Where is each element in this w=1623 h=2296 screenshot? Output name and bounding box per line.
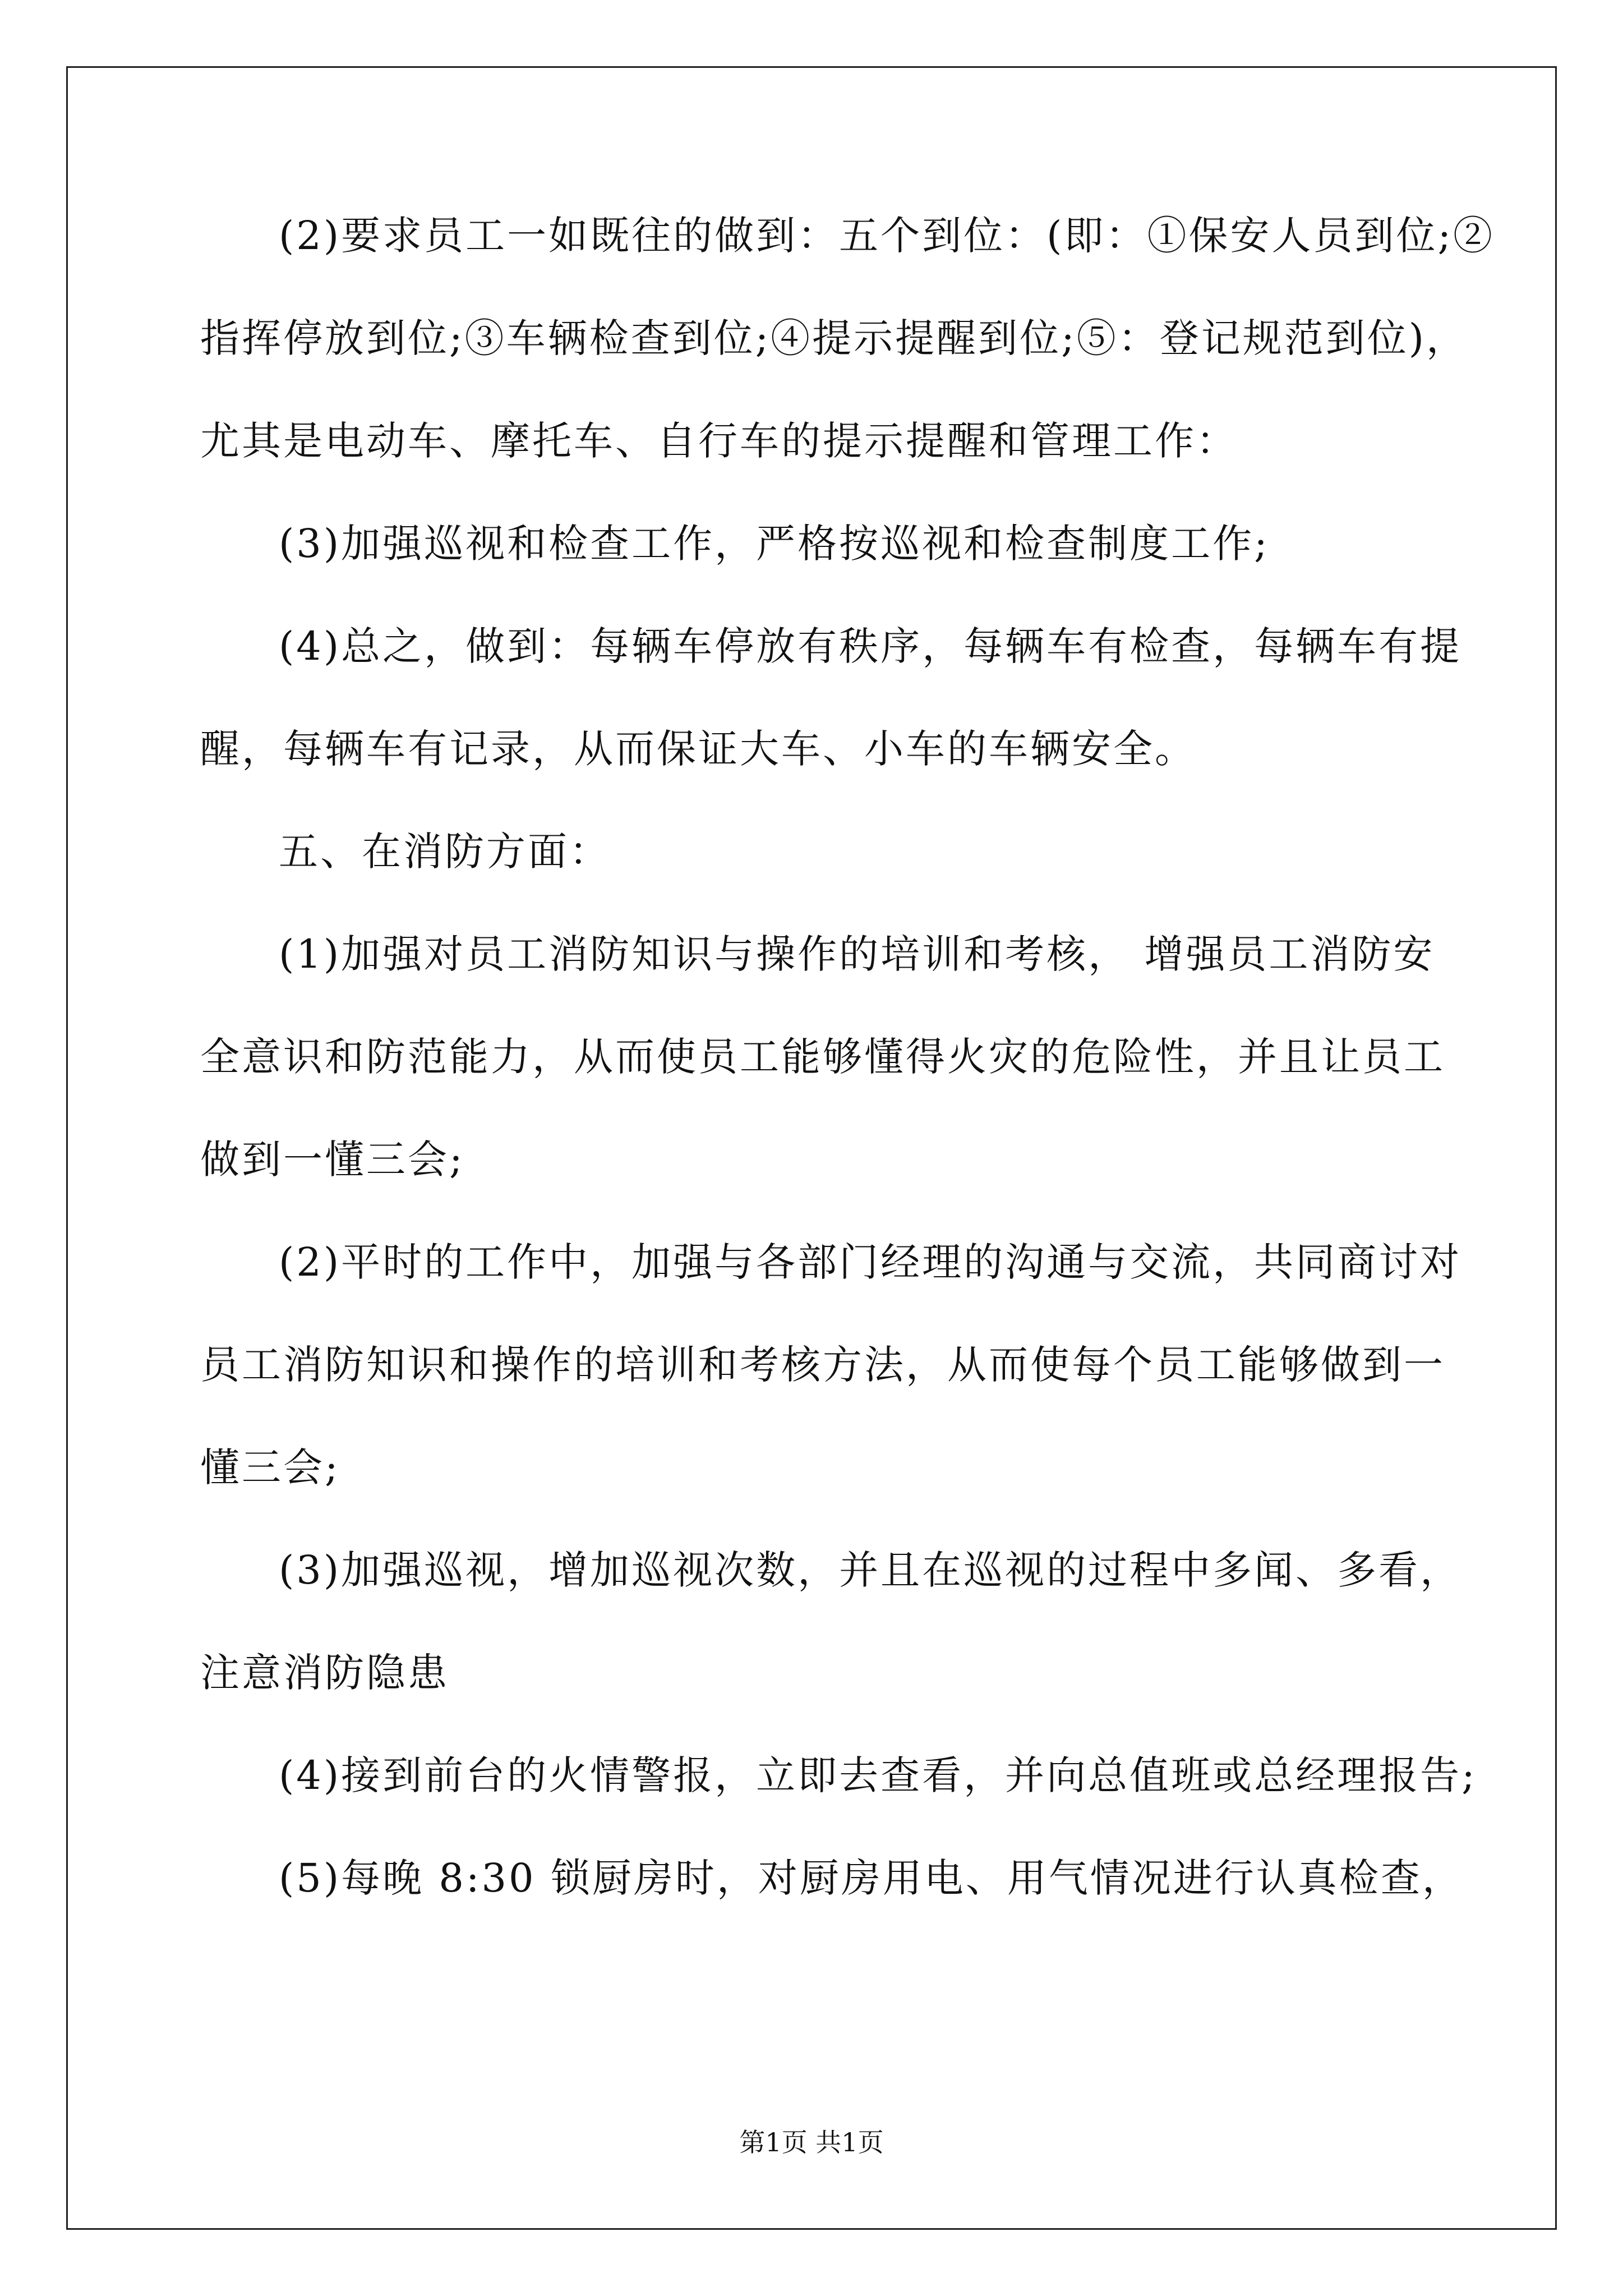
paragraph-line: (4)接到前台的火情警报，立即去查看，并向总值班或总经理报告;: [279, 1752, 1477, 1798]
paragraph-line: 注意消防隐患: [200, 1650, 449, 1696]
paragraph-line: 做到一懂三会;: [200, 1137, 465, 1182]
paragraph-line: (2)平时的工作中，加强与各部门经理的沟通与交流，共同商讨对: [279, 1239, 1462, 1285]
paragraph-line: (2)要求员工一如既往的做到：五个到位：(即：①保安人员到位;②: [279, 213, 1495, 259]
paragraph-line: (5)每晚 8:30 锁厨房时，对厨房用电、用气情况进行认真检查，: [279, 1855, 1464, 1901]
page-number-footer: 第1页 共1页: [739, 2127, 884, 2157]
paragraph-line: (4)总之，做到：每辆车停放有秩序，每辆车有检查，每辆车有提: [279, 623, 1462, 669]
paragraph-line: 尤其是电动车、摩托车、自行车的提示提醒和管理工作：: [200, 418, 1238, 464]
paragraph-line: 懂三会;: [200, 1444, 340, 1490]
paragraph-line: (1)加强对员工消防知识与操作的培训和考核， 增强员工消防安: [279, 931, 1435, 977]
paragraph-line: 全意识和防范能力，从而使员工能够懂得火灾的危险性，并且让员工: [200, 1034, 1445, 1080]
paragraph-line: 员工消防知识和操作的培训和考核方法，从而使每个员工能够做到一: [200, 1342, 1445, 1388]
paragraph-line: (3)加强巡视，增加巡视次数，并且在巡视的过程中多闻、多看，: [279, 1547, 1462, 1593]
paragraph-line: 醒，每辆车有记录，从而保证大车、小车的车辆安全。: [200, 726, 1196, 772]
paragraph-line: 指挥停放到位;③车辆检查到位;④提示提醒到位;⑤：登记规范到位)，: [200, 315, 1468, 361]
section-heading: 五、在消防方面：: [279, 829, 611, 875]
paragraph-line: (3)加强巡视和检查工作，严格按巡视和检查制度工作;: [279, 521, 1270, 567]
